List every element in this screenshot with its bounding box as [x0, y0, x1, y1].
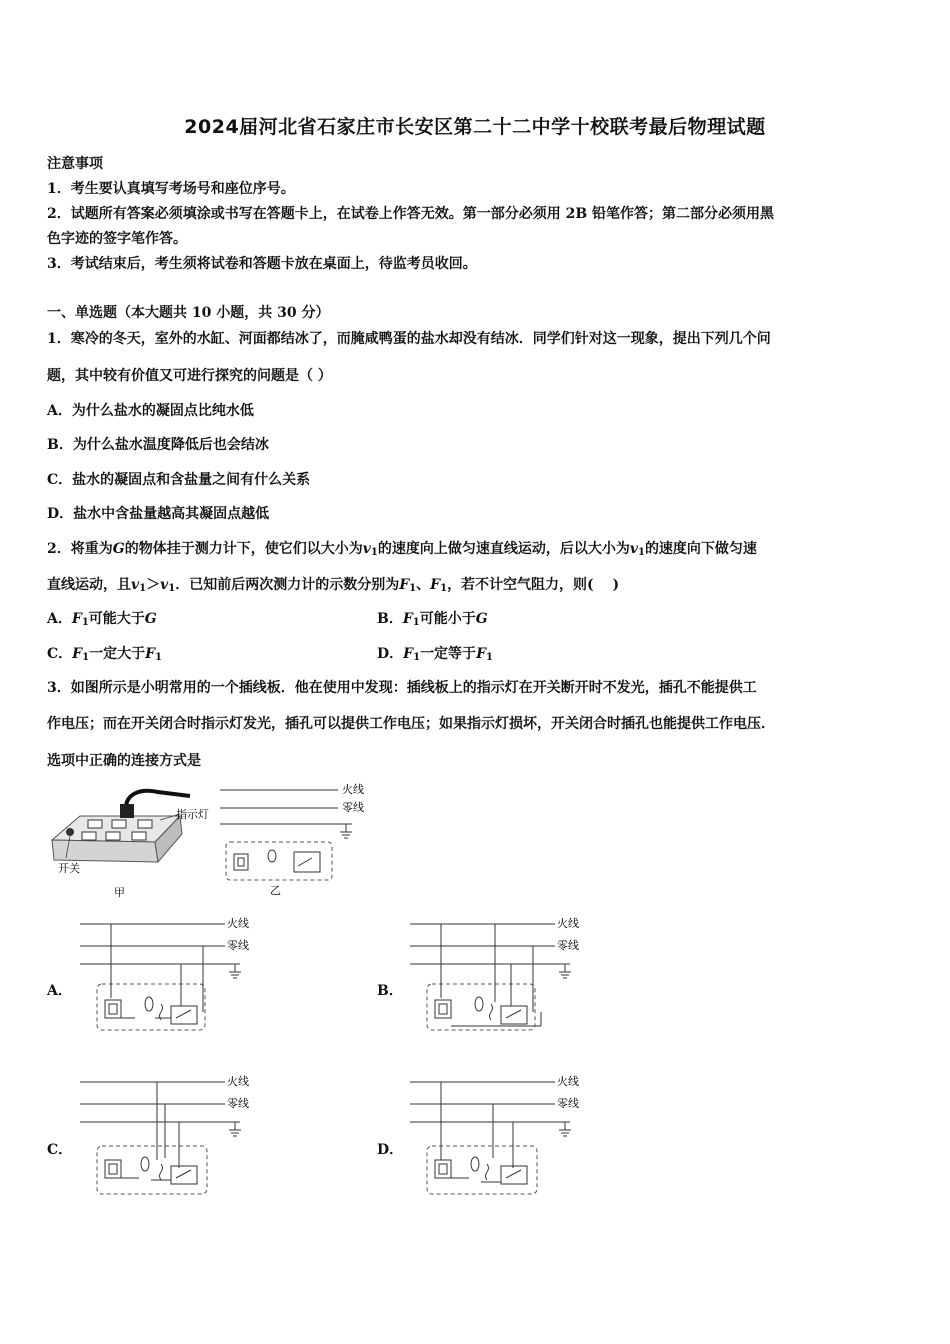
q3-circuit-a[interactable]	[75, 912, 260, 1037]
q2-option-c[interactable]: C．$F_1$一定大于$F_1$	[47, 646, 162, 663]
q3-circuit-d[interactable]	[405, 1070, 590, 1200]
circuit-a-live: 火线	[227, 917, 249, 930]
power-strip-illustration	[52, 791, 190, 862]
q3-option-c-label[interactable]: C．	[47, 1142, 73, 1158]
q2-option-d[interactable]: D．$F_1$一定等于$F_1$	[377, 646, 493, 663]
q2-stem-line1: 2．将重为G的物体挂于测力计下，使它们以大小为$v_1$的速度向上做匀速直线运动，后以大小为$v_1$的速度向下做匀速	[47, 541, 757, 558]
circuit-b-live: 火线	[557, 917, 579, 930]
circuit-yi	[220, 790, 352, 880]
circuit-c-neutral: 零线	[227, 1097, 249, 1110]
notice-item-2-cont: 色字迹的签字笔作答。	[47, 231, 187, 247]
q1-option-a[interactable]: A．为什么盐水的凝固点比纯水低	[47, 403, 254, 419]
circuit-c-live: 火线	[227, 1075, 249, 1088]
notice-item-3: 3．考试结束后，考生须将试卷和答题卡放在桌面上，待监考员收回。	[47, 256, 477, 272]
q3-option-b-label[interactable]: B．	[377, 983, 403, 999]
q1-option-c[interactable]: C．盐水的凝固点和含盐量之间有什么关系	[47, 472, 311, 488]
label-jia: 甲	[114, 886, 125, 899]
label-yi: 乙	[270, 884, 281, 897]
q3-stem-line2: 作电压；而在开关闭合时指示灯发光，插孔可以提供工作电压；如果指示灯损坏，开关闭合时插孔也能提供工作电压．	[47, 716, 775, 732]
label-switch: 开关	[58, 862, 80, 875]
circuit-d-neutral: 零线	[557, 1097, 579, 1110]
label-indicator: 指示灯	[176, 808, 209, 821]
q1-stem-line2: 题，其中较有价值又可进行探究的问题是（ ）	[47, 368, 332, 384]
q2-option-a[interactable]: A．$F_1$可能大于G	[47, 611, 157, 628]
q2-stem-line2: 直线运动，且$v_1>v_1$．已知前后两次测力计的示数分别为$F_1$、$F_1$，若不计空气阻力，则( )	[47, 577, 620, 594]
q3-circuit-c[interactable]	[75, 1070, 260, 1200]
notice-item-1: 1．考生要认真填写考场号和座位序号。	[47, 181, 295, 197]
q3-circuit-b[interactable]	[405, 912, 590, 1037]
q1-option-b[interactable]: B．为什么盐水温度降低后也会结冰	[47, 437, 269, 453]
notice-item-2: 2．试题所有答案必须填涂或书写在答题卡上，在试卷上作答无效。第一部分必须用 2B 铅笔作答；第二部分必须用黑	[47, 206, 775, 222]
q3-figure-powerstrip	[40, 780, 380, 900]
q3-option-d-label[interactable]: D．	[377, 1142, 404, 1158]
section-heading: 一、单选题（本大题共 10 小题，共 30 分）	[47, 305, 330, 321]
circuit-a-neutral: 零线	[227, 939, 249, 952]
notice-heading: 注意事项	[47, 156, 103, 172]
label-neutral-top: 零线	[342, 801, 364, 814]
q1-option-d[interactable]: D．盐水中含盐量越高其凝固点越低	[47, 506, 270, 522]
q3-stem-line1: 3．如图所示是小明常用的一个插线板．他在使用中发现：插线板上的指示灯在开关断开时不发光，插孔不能提供工	[47, 680, 757, 696]
page-title: 2024届河北省石家庄市长安区第二十二中学十校联考最后物理试题	[184, 116, 766, 138]
circuit-b-neutral: 零线	[557, 939, 579, 952]
q3-option-a-label[interactable]: A．	[47, 983, 72, 999]
q1-stem-line1: 1．寒冷的冬天，室外的水缸、河面都结冰了，而腌咸鸭蛋的盐水却没有结冰．同学们针对这一现象，提出下列几个问	[47, 331, 771, 347]
circuit-d-live: 火线	[557, 1075, 579, 1088]
q3-stem-line3: 选项中正确的连接方式是	[47, 753, 201, 769]
q2-option-b[interactable]: B．$F_1$可能小于G	[377, 611, 488, 628]
label-live-top: 火线	[342, 783, 364, 796]
